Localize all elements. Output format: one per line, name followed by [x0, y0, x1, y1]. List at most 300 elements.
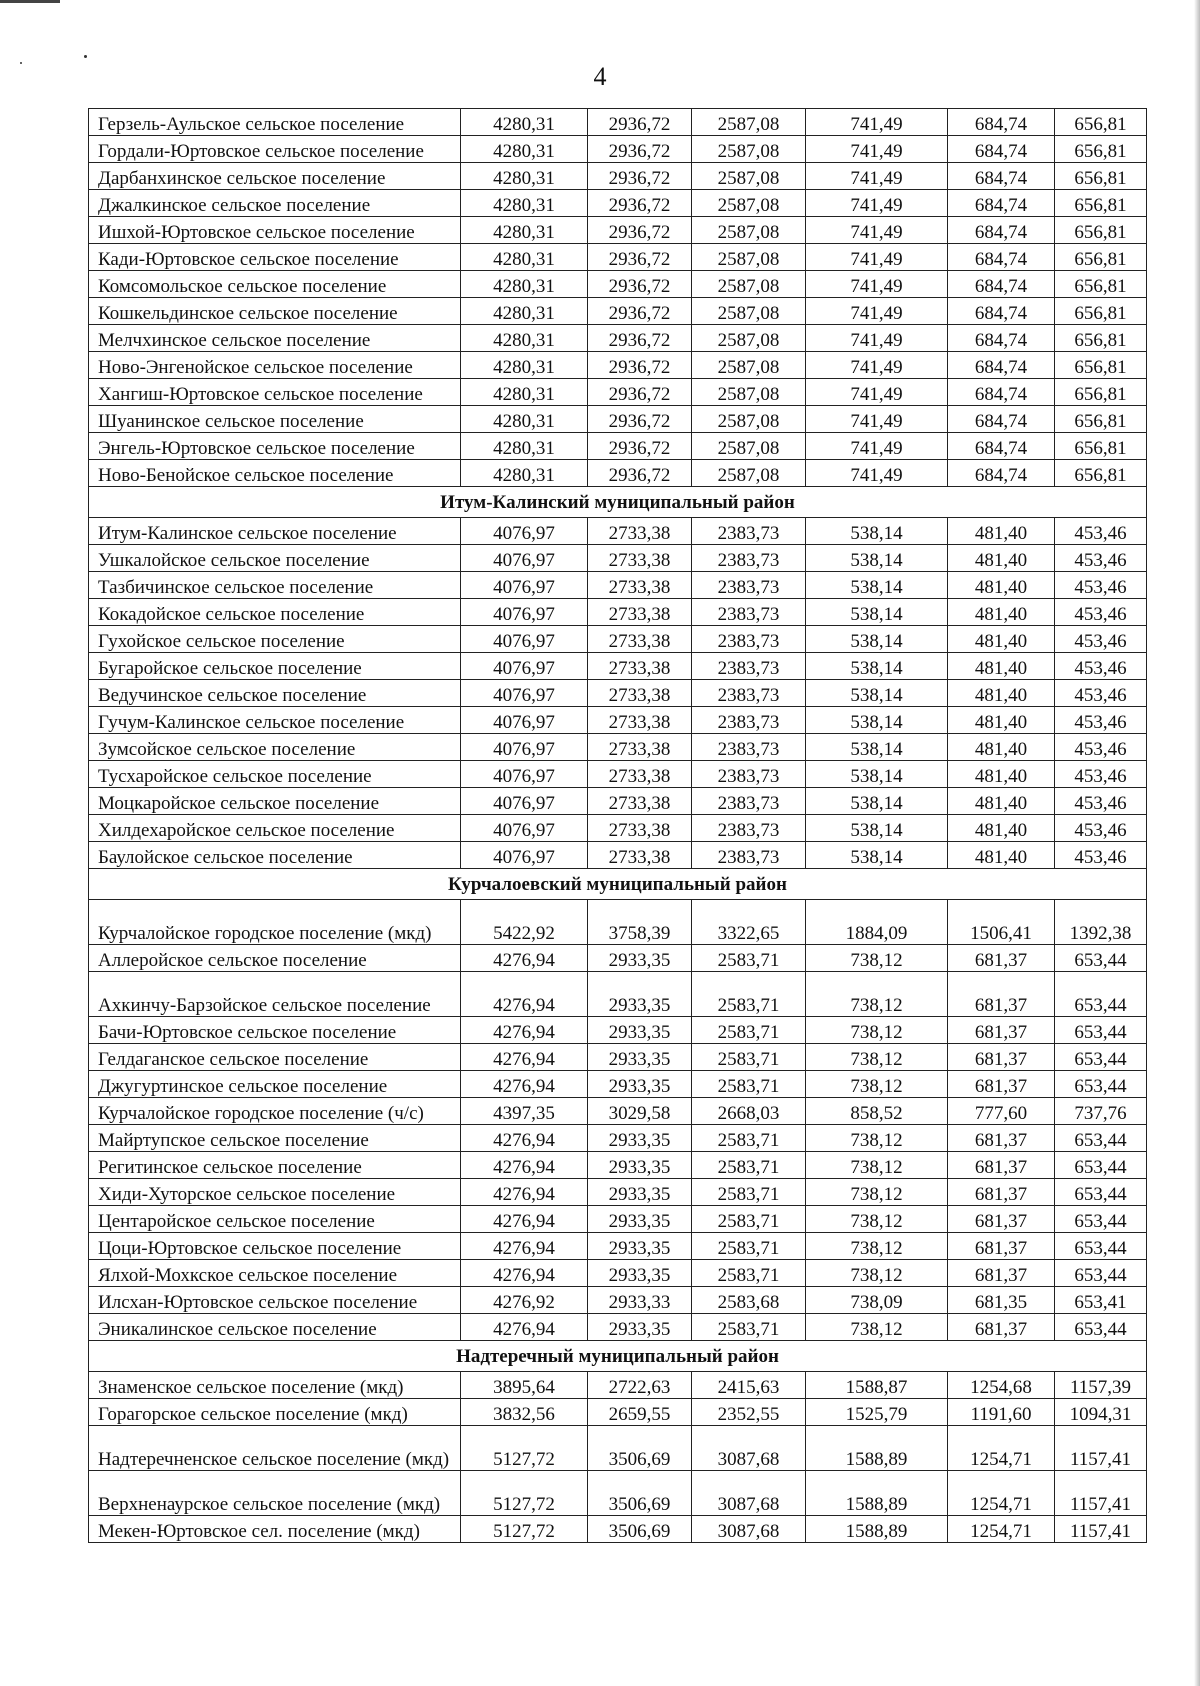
- value-cell: 2587,08: [692, 298, 806, 325]
- value-cell: 1392,38: [1055, 900, 1147, 945]
- settlement-name: Ново-Бенойское сельское поселение: [89, 460, 461, 487]
- value-cell: 2587,08: [692, 244, 806, 271]
- value-cell: 738,12: [806, 1206, 948, 1233]
- table-row: [89, 190, 1147, 217]
- value-cell: 656,81: [1055, 433, 1147, 460]
- settlement-name: Аллеройское сельское поселение: [89, 945, 461, 972]
- value-cell: 481,40: [948, 842, 1055, 869]
- value-cell: 2587,08: [692, 217, 806, 244]
- table-row: [89, 460, 1147, 487]
- table-row: [89, 217, 1147, 244]
- value-cell: 2936,72: [588, 379, 692, 406]
- table-row: [89, 1179, 1147, 1206]
- value-cell: 4076,97: [461, 599, 588, 626]
- value-cell: 3506,69: [588, 1471, 692, 1516]
- value-cell: 2936,72: [588, 163, 692, 190]
- value-cell: 738,12: [806, 945, 948, 972]
- table-row: [89, 1399, 1147, 1426]
- value-cell: 4276,92: [461, 1287, 588, 1314]
- value-cell: 3029,58: [588, 1098, 692, 1125]
- value-cell: 684,74: [948, 163, 1055, 190]
- value-cell: 4076,97: [461, 761, 588, 788]
- value-cell: 4276,94: [461, 1233, 588, 1260]
- section-heading-row: [89, 487, 1147, 518]
- value-cell: 2733,38: [588, 842, 692, 869]
- value-cell: 4280,31: [461, 433, 588, 460]
- value-cell: 2733,38: [588, 599, 692, 626]
- value-cell: 4280,31: [461, 325, 588, 352]
- value-cell: 738,12: [806, 1314, 948, 1341]
- value-cell: 741,49: [806, 109, 948, 136]
- value-cell: 2583,71: [692, 1152, 806, 1179]
- value-cell: 738,09: [806, 1287, 948, 1314]
- table-row: [89, 626, 1147, 653]
- value-cell: 684,74: [948, 109, 1055, 136]
- table-row: [89, 815, 1147, 842]
- value-cell: 2933,35: [588, 1314, 692, 1341]
- value-cell: 2668,03: [692, 1098, 806, 1125]
- settlement-name: Гухойское сельское поселение: [89, 626, 461, 653]
- settlement-name: Бачи-Юртовское сельское поселение: [89, 1017, 461, 1044]
- value-cell: 3087,68: [692, 1471, 806, 1516]
- value-cell: 2936,72: [588, 298, 692, 325]
- value-cell: 4076,97: [461, 626, 588, 653]
- value-cell: 2587,08: [692, 352, 806, 379]
- settlement-name: Джалкинское сельское поселение: [89, 190, 461, 217]
- value-cell: 3895,64: [461, 1372, 588, 1399]
- table-row: [89, 1125, 1147, 1152]
- table-row: [89, 707, 1147, 734]
- value-cell: 741,49: [806, 460, 948, 487]
- settlement-name: Джугуртинское сельское поселение: [89, 1071, 461, 1098]
- value-cell: 453,46: [1055, 734, 1147, 761]
- value-cell: 453,46: [1055, 707, 1147, 734]
- value-cell: 741,49: [806, 406, 948, 433]
- value-cell: 2933,35: [588, 945, 692, 972]
- value-cell: 2583,68: [692, 1287, 806, 1314]
- settlement-name: Хиди-Хуторское сельское поселение: [89, 1179, 461, 1206]
- settlement-name: Шуанинское сельское поселение: [89, 406, 461, 433]
- value-cell: 2936,72: [588, 460, 692, 487]
- value-cell: 2587,08: [692, 271, 806, 298]
- settlement-name: Тазбичинское сельское поселение: [89, 572, 461, 599]
- settlement-name: Энгель-Юртовское сельское поселение: [89, 433, 461, 460]
- settlement-name: Ишхой-Юртовское сельское поселение: [89, 217, 461, 244]
- value-cell: 2383,73: [692, 653, 806, 680]
- value-cell: 656,81: [1055, 136, 1147, 163]
- value-cell: 2722,63: [588, 1372, 692, 1399]
- value-cell: 2936,72: [588, 217, 692, 244]
- value-cell: 4280,31: [461, 406, 588, 433]
- value-cell: 2733,38: [588, 545, 692, 572]
- value-cell: 2933,35: [588, 1260, 692, 1287]
- value-cell: 738,12: [806, 1260, 948, 1287]
- value-cell: 453,46: [1055, 653, 1147, 680]
- settlement-name: Эникалинское сельское поселение: [89, 1314, 461, 1341]
- value-cell: 2587,08: [692, 379, 806, 406]
- table-row: [89, 109, 1147, 136]
- value-cell: 4280,31: [461, 460, 588, 487]
- value-cell: 741,49: [806, 190, 948, 217]
- value-cell: 453,46: [1055, 842, 1147, 869]
- table-row: [89, 163, 1147, 190]
- value-cell: 453,46: [1055, 518, 1147, 545]
- value-cell: 538,14: [806, 572, 948, 599]
- settlement-name: Мекен-Юртовское сел. поселение (мкд): [89, 1516, 461, 1543]
- value-cell: 684,74: [948, 217, 1055, 244]
- value-cell: 4276,94: [461, 1206, 588, 1233]
- value-cell: 684,74: [948, 244, 1055, 271]
- value-cell: 684,74: [948, 460, 1055, 487]
- value-cell: 4280,31: [461, 352, 588, 379]
- value-cell: 656,81: [1055, 298, 1147, 325]
- value-cell: 2733,38: [588, 680, 692, 707]
- settlement-name: Регитинское сельское поселение: [89, 1152, 461, 1179]
- value-cell: 2933,35: [588, 1125, 692, 1152]
- settlement-name: Кокадойское сельское поселение: [89, 599, 461, 626]
- value-cell: 777,60: [948, 1098, 1055, 1125]
- value-cell: 2383,73: [692, 842, 806, 869]
- value-cell: 5127,72: [461, 1426, 588, 1471]
- value-cell: 453,46: [1055, 599, 1147, 626]
- value-cell: 2933,35: [588, 1179, 692, 1206]
- value-cell: 738,12: [806, 972, 948, 1017]
- settlement-name: Гордали-Юртовское сельское поселение: [89, 136, 461, 163]
- value-cell: 538,14: [806, 545, 948, 572]
- table-row: [89, 945, 1147, 972]
- section-heading: Надтеречный муниципальный район: [89, 1341, 1147, 1372]
- value-cell: 3506,69: [588, 1516, 692, 1543]
- value-cell: 4280,31: [461, 298, 588, 325]
- value-cell: 2733,38: [588, 518, 692, 545]
- value-cell: 481,40: [948, 626, 1055, 653]
- value-cell: 2936,72: [588, 244, 692, 271]
- value-cell: 4280,31: [461, 109, 588, 136]
- value-cell: 2587,08: [692, 190, 806, 217]
- value-cell: 538,14: [806, 707, 948, 734]
- value-cell: 538,14: [806, 653, 948, 680]
- value-cell: 2936,72: [588, 271, 692, 298]
- value-cell: 684,74: [948, 271, 1055, 298]
- value-cell: 3087,68: [692, 1516, 806, 1543]
- value-cell: 741,49: [806, 298, 948, 325]
- value-cell: 2583,71: [692, 1179, 806, 1206]
- value-cell: 2583,71: [692, 1125, 806, 1152]
- value-cell: 1588,89: [806, 1426, 948, 1471]
- value-cell: 1884,09: [806, 900, 948, 945]
- value-cell: 653,44: [1055, 1206, 1147, 1233]
- value-cell: 2933,35: [588, 1206, 692, 1233]
- table-row: [89, 680, 1147, 707]
- value-cell: 653,44: [1055, 1233, 1147, 1260]
- value-cell: 741,49: [806, 352, 948, 379]
- value-cell: 481,40: [948, 545, 1055, 572]
- scan-edge-shadow: [1194, 0, 1200, 1686]
- value-cell: 2383,73: [692, 572, 806, 599]
- value-cell: 4280,31: [461, 190, 588, 217]
- value-cell: 684,74: [948, 190, 1055, 217]
- section-heading-row: [89, 1341, 1147, 1372]
- value-cell: 538,14: [806, 518, 948, 545]
- value-cell: 681,37: [948, 1017, 1055, 1044]
- value-cell: 681,37: [948, 1260, 1055, 1287]
- value-cell: 684,74: [948, 433, 1055, 460]
- value-cell: 481,40: [948, 734, 1055, 761]
- value-cell: 4276,94: [461, 1152, 588, 1179]
- value-cell: 538,14: [806, 680, 948, 707]
- value-cell: 656,81: [1055, 217, 1147, 244]
- value-cell: 4076,97: [461, 788, 588, 815]
- value-cell: 1525,79: [806, 1399, 948, 1426]
- settlement-name: Мелчхинское сельское поселение: [89, 325, 461, 352]
- settlement-name: Гелдаганское сельское поселение: [89, 1044, 461, 1071]
- settlement-name: Ново-Энгенойское сельское поселение: [89, 352, 461, 379]
- value-cell: 2583,71: [692, 1314, 806, 1341]
- table-row: [89, 1098, 1147, 1125]
- value-cell: 4276,94: [461, 1179, 588, 1206]
- value-cell: 481,40: [948, 680, 1055, 707]
- value-cell: 653,44: [1055, 1152, 1147, 1179]
- value-cell: 737,76: [1055, 1098, 1147, 1125]
- value-cell: 2587,08: [692, 460, 806, 487]
- value-cell: 1588,87: [806, 1372, 948, 1399]
- value-cell: 3087,68: [692, 1426, 806, 1471]
- value-cell: 4276,94: [461, 1017, 588, 1044]
- value-cell: 738,12: [806, 1233, 948, 1260]
- settlement-name: Ахкинчу-Барзойское сельское поселение: [89, 972, 461, 1017]
- tariff-table: [88, 108, 1147, 1543]
- value-cell: 2383,73: [692, 545, 806, 572]
- value-cell: 653,44: [1055, 1071, 1147, 1098]
- value-cell: 1588,89: [806, 1471, 948, 1516]
- table-row: [89, 352, 1147, 379]
- value-cell: 738,12: [806, 1179, 948, 1206]
- value-cell: 2583,71: [692, 1044, 806, 1071]
- value-cell: 4280,31: [461, 163, 588, 190]
- settlement-name: Хангиш-Юртовское сельское поселение: [89, 379, 461, 406]
- table-row: [89, 244, 1147, 271]
- value-cell: 653,44: [1055, 1017, 1147, 1044]
- section-heading: Курчалоевский муниципальный район: [89, 869, 1147, 900]
- value-cell: 453,46: [1055, 626, 1147, 653]
- value-cell: 2936,72: [588, 136, 692, 163]
- table-row: [89, 1372, 1147, 1399]
- value-cell: 2383,73: [692, 761, 806, 788]
- settlement-name: Моцкаройское сельское поселение: [89, 788, 461, 815]
- value-cell: 656,81: [1055, 109, 1147, 136]
- value-cell: 2383,73: [692, 815, 806, 842]
- settlement-name: Горагорское сельское поселение (мкд): [89, 1399, 461, 1426]
- settlement-name: Кошкельдинское сельское поселение: [89, 298, 461, 325]
- table-row: [89, 1071, 1147, 1098]
- value-cell: 653,44: [1055, 972, 1147, 1017]
- value-cell: 481,40: [948, 707, 1055, 734]
- value-cell: 684,74: [948, 379, 1055, 406]
- value-cell: 738,12: [806, 1152, 948, 1179]
- value-cell: 656,81: [1055, 190, 1147, 217]
- value-cell: 653,44: [1055, 1260, 1147, 1287]
- settlement-name: Цоци-Юртовское сельское поселение: [89, 1233, 461, 1260]
- value-cell: 4280,31: [461, 244, 588, 271]
- value-cell: 656,81: [1055, 163, 1147, 190]
- settlement-name: Курчалойское городское поселение (мкд): [89, 900, 461, 945]
- table-row: [89, 572, 1147, 599]
- value-cell: 653,44: [1055, 1314, 1147, 1341]
- value-cell: 4076,97: [461, 815, 588, 842]
- table-row: [89, 1017, 1147, 1044]
- value-cell: 741,49: [806, 271, 948, 298]
- value-cell: 1254,68: [948, 1372, 1055, 1399]
- value-cell: 2733,38: [588, 788, 692, 815]
- value-cell: 4280,31: [461, 379, 588, 406]
- value-cell: 4280,31: [461, 271, 588, 298]
- value-cell: 538,14: [806, 788, 948, 815]
- value-cell: 653,41: [1055, 1287, 1147, 1314]
- table-row: [89, 972, 1147, 1017]
- value-cell: 1254,71: [948, 1471, 1055, 1516]
- value-cell: 1506,41: [948, 900, 1055, 945]
- value-cell: 738,12: [806, 1071, 948, 1098]
- value-cell: 3506,69: [588, 1426, 692, 1471]
- value-cell: 681,37: [948, 945, 1055, 972]
- table-row: [89, 379, 1147, 406]
- settlement-name: Ведучинское сельское поселение: [89, 680, 461, 707]
- settlement-name: Баулойское сельское поселение: [89, 842, 461, 869]
- value-cell: 2587,08: [692, 163, 806, 190]
- settlement-name: Хилдехаройское сельское поселение: [89, 815, 461, 842]
- value-cell: 3322,65: [692, 900, 806, 945]
- value-cell: 656,81: [1055, 379, 1147, 406]
- value-cell: 481,40: [948, 599, 1055, 626]
- value-cell: 681,37: [948, 1044, 1055, 1071]
- settlement-name: Кади-Юртовское сельское поселение: [89, 244, 461, 271]
- table-row: [89, 1233, 1147, 1260]
- value-cell: 681,37: [948, 1206, 1055, 1233]
- value-cell: 2733,38: [588, 761, 692, 788]
- table-row: [89, 136, 1147, 163]
- value-cell: 2383,73: [692, 599, 806, 626]
- value-cell: 538,14: [806, 734, 948, 761]
- value-cell: 2933,33: [588, 1287, 692, 1314]
- settlement-name: Бугаройское сельское поселение: [89, 653, 461, 680]
- value-cell: 738,12: [806, 1044, 948, 1071]
- value-cell: 538,14: [806, 761, 948, 788]
- settlement-name: Дарбанхинское сельское поселение: [89, 163, 461, 190]
- table-row: [89, 842, 1147, 869]
- settlement-name: Курчалойское городское поселение (ч/с): [89, 1098, 461, 1125]
- table-row: [89, 406, 1147, 433]
- page-number: 4: [593, 62, 607, 91]
- value-cell: 656,81: [1055, 244, 1147, 271]
- value-cell: 538,14: [806, 626, 948, 653]
- value-cell: 1157,39: [1055, 1372, 1147, 1399]
- value-cell: 2733,38: [588, 626, 692, 653]
- value-cell: 656,81: [1055, 352, 1147, 379]
- value-cell: 681,37: [948, 1314, 1055, 1341]
- value-cell: 741,49: [806, 163, 948, 190]
- value-cell: 4076,97: [461, 653, 588, 680]
- value-cell: 4276,94: [461, 945, 588, 972]
- value-cell: 2659,55: [588, 1399, 692, 1426]
- value-cell: 4280,31: [461, 217, 588, 244]
- value-cell: 741,49: [806, 136, 948, 163]
- value-cell: 4076,97: [461, 572, 588, 599]
- value-cell: 2583,71: [692, 945, 806, 972]
- value-cell: 4280,31: [461, 136, 588, 163]
- value-cell: 653,44: [1055, 1179, 1147, 1206]
- settlement-name: Тусхаройское сельское поселение: [89, 761, 461, 788]
- scan-artifact-top: [0, 0, 60, 3]
- value-cell: 1157,41: [1055, 1471, 1147, 1516]
- value-cell: 1254,71: [948, 1516, 1055, 1543]
- value-cell: 858,52: [806, 1098, 948, 1125]
- table-row: [89, 1426, 1147, 1471]
- value-cell: 684,74: [948, 406, 1055, 433]
- value-cell: 2383,73: [692, 680, 806, 707]
- value-cell: 481,40: [948, 788, 1055, 815]
- value-cell: 2383,73: [692, 788, 806, 815]
- value-cell: 2733,38: [588, 707, 692, 734]
- value-cell: 5422,92: [461, 900, 588, 945]
- table-row: [89, 325, 1147, 352]
- value-cell: 681,37: [948, 972, 1055, 1017]
- value-cell: 2933,35: [588, 1044, 692, 1071]
- value-cell: 2583,71: [692, 1206, 806, 1233]
- value-cell: 2733,38: [588, 734, 692, 761]
- settlement-name: Майртупское сельское поселение: [89, 1125, 461, 1152]
- value-cell: 481,40: [948, 518, 1055, 545]
- section-heading-row: [89, 869, 1147, 900]
- value-cell: 684,74: [948, 352, 1055, 379]
- value-cell: 656,81: [1055, 406, 1147, 433]
- table-row: [89, 298, 1147, 325]
- value-cell: 4076,97: [461, 707, 588, 734]
- value-cell: 1157,41: [1055, 1426, 1147, 1471]
- value-cell: 681,37: [948, 1179, 1055, 1206]
- value-cell: 2383,73: [692, 626, 806, 653]
- value-cell: 4276,94: [461, 1044, 588, 1071]
- value-cell: 1094,31: [1055, 1399, 1147, 1426]
- table-row: [89, 271, 1147, 298]
- value-cell: 681,37: [948, 1071, 1055, 1098]
- section-heading: Итум-Калинский муниципальный район: [89, 487, 1147, 518]
- value-cell: 2936,72: [588, 433, 692, 460]
- value-cell: 2587,08: [692, 136, 806, 163]
- settlement-name: Гучум-Калинское сельское поселение: [89, 707, 461, 734]
- value-cell: 2933,35: [588, 1233, 692, 1260]
- table-row: [89, 734, 1147, 761]
- table-row: [89, 653, 1147, 680]
- value-cell: 2587,08: [692, 406, 806, 433]
- value-cell: 481,40: [948, 653, 1055, 680]
- value-cell: 4076,97: [461, 680, 588, 707]
- value-cell: 2936,72: [588, 325, 692, 352]
- table-row: [89, 1260, 1147, 1287]
- value-cell: 481,40: [948, 815, 1055, 842]
- value-cell: 2352,55: [692, 1399, 806, 1426]
- value-cell: 4076,97: [461, 734, 588, 761]
- value-cell: 741,49: [806, 244, 948, 271]
- value-cell: 4076,97: [461, 842, 588, 869]
- value-cell: 684,74: [948, 325, 1055, 352]
- value-cell: 2933,35: [588, 1017, 692, 1044]
- value-cell: 2583,71: [692, 1233, 806, 1260]
- value-cell: 2383,73: [692, 518, 806, 545]
- value-cell: 453,46: [1055, 572, 1147, 599]
- value-cell: 2936,72: [588, 352, 692, 379]
- value-cell: 2583,71: [692, 1071, 806, 1098]
- value-cell: 2733,38: [588, 653, 692, 680]
